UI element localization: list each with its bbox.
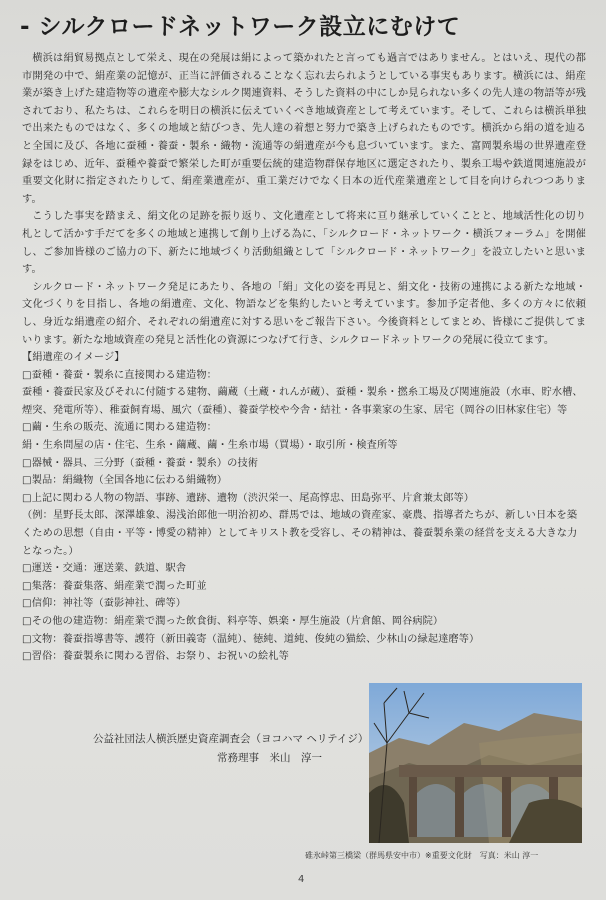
list-item: □上記に関わる人物の物語、事跡、遺跡、遺物（渋沢栄一、尾高惇忠、田島弥平、片倉兼太郎等）	[22, 492, 475, 504]
list-item-detail: 蚕種・養蚕民家及びそれに付随する建物、繭蔵（土蔵・れんが蔵）、蚕種・製糸・撚糸工場及び関連施設（水車、貯水槽、煙突、発電所等）、稚蚕飼育場、風穴（蚕種）、養蚕学校や今舎・結社・各事業家の生家、居宅（岡谷の旧林家住宅）等	[22, 387, 583, 416]
photo-caption: 碓氷峠第三橋梁（群馬県安中市）※重要文化財 写真：米山 淳一	[305, 851, 539, 860]
list-item: □文物：養蚕指導書等、護符（新田義寄（温純）、徳純、道純、俊純の猫絵、少林山の緑起達磨等）	[22, 633, 480, 645]
intro-paragraph: 横浜は絹貿易拠点として栄え、現在の発展は絹によって築かれたと言っても過言ではありません。とはいえ、現代の都市開発の中で、絹産業の記憶が、正当に評価されることなく忘れ去られようとしている事実もあります。横浜には、絹産業が築き上げた建造物等の遺産や膨大なシルク関連資料、そうした資料の中にしか見られない多くの先人達の物語等が残されており、私たちは、これらを明日の横浜に伝えていくべき地域資産として考えています。そして、これらは横浜単独で出来たものではなく、多くの地域と結びつき、先人達の着想と努力で築き上げられたものです。横浜から絹の道を辿ると全国に及び、各地に蚕種・養蚕・製糸・織物・流通等の絹遺産が今も息づいています。また、富岡製糸場の世界遺産登録をはじめ、近年、蚕種や養蚕で繁栄した町が重要伝統的建造物群保存地区に選定されたり、製糸工場や鉄道関連施設が重要文化財に指定されたりして、絹産業遺産が、重工業だけでなく日本の近代産業遺産として目を向けられつつあります。	[22, 53, 586, 205]
document-body	[22, 50, 586, 666]
page-title: - シルクロードネットワーク設立にむけて	[20, 14, 461, 40]
signature-name: 常務理事 米山 淳一	[217, 752, 322, 764]
network-paragraph: シルクロード・ネットワーク発足にあたり、各地の「絹」文化の姿を再見と、絹文化・技術の連携による新たな地域・文化づくりを目指し、各地の絹遺産、文化、物語などを集約したいと考えています。参加予定者他、多くの方々に依頼し、身近な絹遺産の紹介、それぞれの絹遺産に対する思いをご報告下さい。今後資料としてまとめ、皆様にご提供してまいります。新たな地域資産の発見と活性化の資源につなげて行き、シルクロードネットワークの発展に役立てます。	[22, 281, 586, 346]
list-item: □製品：絹織物（全国各地に伝わる絹織物）	[22, 475, 228, 487]
list-item-detail: （例：星野長太郎、深澤雄象、湯浅治郎他一明治初め、群馬では、地域の資産家、豪農、指導者たちが、新しい日本を築くための思想（自由・平等・博愛の精神）としてキリスト教を受容し、その精神は、養蚕製糸業の経営を支える大きな力となった。）	[22, 510, 578, 557]
list-item: □信仰：神社等（蚕影神社、碑等）	[22, 598, 187, 610]
list-item: □蚕種・養蚕・製糸に直接関わる建造物：	[22, 369, 217, 381]
section-heading: 【絹遺産のイメージ】	[22, 352, 125, 364]
signature-organization: 公益社団法人横浜歴史資産調査会（ヨコハマ ヘリテイジ）	[93, 733, 369, 745]
list-item: □その他の建造物：絹産業で潤った飲食街、料亭等、娯楽・厚生施設（片倉館、岡谷病院）	[22, 616, 444, 627]
list-item: □運送・交通：運送業、鉄道、駅舎	[22, 563, 187, 575]
list-item: □器械・器具、三分野（蚕種・養蚕・製糸）の技術	[22, 457, 259, 469]
page-number: 4	[298, 874, 305, 885]
forum-paragraph: こうした事実を踏まえ、絹文化の足跡を振り返り、文化遺産として将来に亘り継承していくことと、地域活性化の切り札として活かす手だてを多くの地域と連携して創り上げる為に、「シルクロード・ネットワーク・横浜フォーラム」を開催し、ご参加皆様のご協力の下、新たに地域づくり活動組織として「シルクロード・ネットワーク」を設立したいと思います。	[22, 211, 586, 276]
list-item: □繭・生糸の販売、流通に関わる建造物：	[22, 422, 217, 434]
bridge-photo	[369, 683, 582, 843]
list-item-detail: 絹・生糸問屋の店・住宅、生糸・繭蔵、繭・生糸市場（買場）・取引所・検査所等	[22, 440, 398, 452]
list-item: □習俗：養蚕製糸に関わる習俗、お祭り、お祝いの絵札等	[22, 651, 289, 663]
list-item: □集落：養蚕集落、絹産業で潤った町並	[22, 580, 207, 592]
